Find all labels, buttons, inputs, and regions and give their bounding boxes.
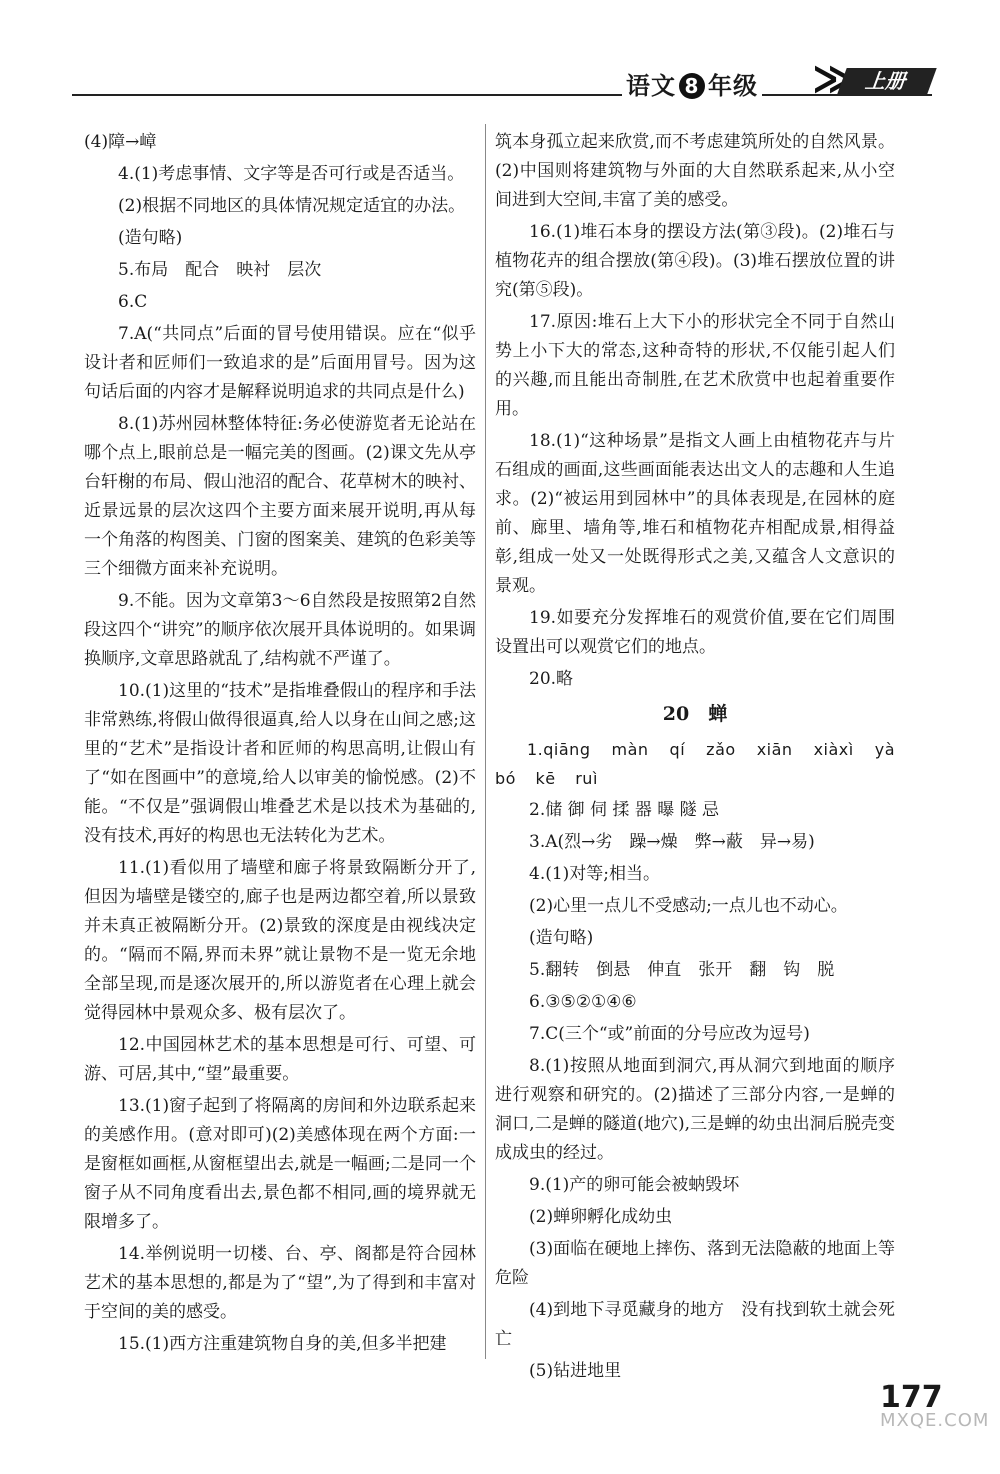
answer-paragraph: 5.翻转 倒悬 伸直 张开 翻 钩 脱 — [529, 960, 835, 980]
answer-paragraph: (2)蝉卵孵化成幼虫 — [529, 1207, 673, 1227]
answer-paragraph: 9.不能。因为文章第3～6自然段是按照第2自然段这四个“讲究”的顺序依次展开具体说明的。如果调换顺序,文章思路就乱了,结构就不严谨了。 — [84, 591, 476, 669]
grade-text: 年级 — [708, 72, 758, 100]
answer-paragraph: 4.(1)对等;相当。 — [529, 864, 661, 884]
answer-paragraph: (4)到地下寻觅藏身的地方 没有找到软土就会死亡 — [495, 1300, 895, 1349]
answer-paragraph: 4.(1)考虑事情、文字等是否可行或是否适当。 — [118, 164, 465, 184]
answer-paragraph: 10.(1)这里的“技术”是指堆叠假山的程序和手法非常熟练,将假山做得很逼真,给人以身在山间之感;这里的“艺术”是指设计者和匠师的构思高明,让假山有了“如在图画中”的意境,给人以审美的愉悦感。(2)不能。“不仅是”强调假山堆叠艺术是以技术为基础的,没有技术,再好的构思也无法转化为艺术。 — [84, 681, 476, 846]
chevron-double-icon: ≫ — [812, 56, 840, 102]
answer-paragraph: (2)心里一点儿不受感动;一点儿也不动心。 — [529, 896, 848, 916]
answer-paragraph: (5)钻进地里 — [529, 1361, 622, 1381]
answer-paragraph: 16.(1)堆石本身的摆设方法(第③段)。(2)堆石与植物花卉的组合摆放(第④段)。(3)堆石摆放位置的讲究(第⑤段)。 — [495, 222, 895, 300]
answer-paragraph: (4)障→嶂 — [84, 132, 157, 152]
answer-paragraph: 17.原因:堆石上大下小的形状完全不同于自然山势上小下大的常态,这种奇特的形状,不仅能引起人们的兴趣,而且能出奇制胜,在艺术欣赏中也起着重要作用。 — [495, 312, 895, 419]
answer-paragraph: 11.(1)看似用了墙壁和廊子将景致隔断分开了,但因为墙壁是镂空的,廊子也是两边都空着,所以景致并未真正被隔断分开。(2)景致的深度是由视线决定的。“隔而不隔,界而未界”就让景物不是一览无余地全部呈现,而是逐次展开的,所以游览者在心理上就会觉得园林中景观众多、极有层次了。 — [84, 858, 476, 1023]
answer-paragraph: 3.A(烈→劣 躁→燥 弊→蔽 异→易) — [529, 832, 815, 852]
answer-paragraph: 9.(1)产的卵可能会被蚋毁坏 — [529, 1175, 740, 1195]
section-title: 20 蝉 — [662, 703, 728, 725]
answer-paragraph: 6.③⑤②①④⑥ — [529, 992, 637, 1012]
answer-paragraph: (3)面临在硬地上摔伤、落到无法隐蔽的地面上等危险 — [495, 1239, 895, 1288]
grade-number-badge: 8 — [679, 73, 705, 99]
answer-paragraph: 筑本身孤立起来欣赏,而不考虑建筑所处的自然风景。(2)中国则将建筑物与外面的大自然联系起来,从小空间进到大空间,丰富了美的感受。 — [495, 132, 895, 210]
answer-paragraph: 13.(1)窗子起到了将隔离的房间和外边联系起来的美感作用。(意对即可)(2)美感体现在两个方面:一是窗框如画框,从窗框望出去,就是一幅画;二是同一个窗子从不同角度看出去,景色都不相同,画的境界就无限增多了。 — [84, 1096, 476, 1232]
volume-badge: 上册 — [837, 68, 936, 94]
answer-paragraph: 5.布局 配合 映衬 层次 — [118, 260, 322, 280]
answer-paragraph: 8.(1)苏州园林整体特征:务必使游览者无论站在哪个点上,眼前总是一幅完美的图画。(2)课文先从亭台轩榭的布局、假山池沼的配合、花草树木的映衬、近景远景的层次这四个主要方面来展开说明,再从每一个角落的构图美、门窗的图案美、建筑的色彩美等三个细微方面来补充说明。 — [84, 414, 476, 579]
left-column — [84, 128, 476, 1362]
answer-paragraph: 7.C(三个“或”前面的分号应改为逗号) — [529, 1024, 810, 1044]
answer-paragraph: 8.(1)按照从地面到洞穴,再从洞穴到地面的顺序进行观察和研究的。(2)描述了三部分内容,一是蝉的洞口,二是蝉的隧道(地穴),三是蝉的幼虫出洞后脱壳变成成虫的经过。 — [495, 1056, 895, 1163]
subject-text: 语文 — [626, 72, 676, 100]
answer-paragraph: 7.A(“共同点”后面的冒号使用错误。应在“似乎设计者和匠师们一致追求的是”后面用冒号。因为这句话后面的内容才是解释说明追求的共同点是什么) — [84, 324, 476, 402]
pinyin-answer: 1.qiāng màn qí zǎo xiān xiàxì yà bó kē ruì — [495, 740, 895, 788]
answer-paragraph: (造句略) — [118, 228, 183, 248]
right-column — [495, 128, 895, 1389]
answer-paragraph: (造句略) — [529, 928, 594, 948]
column-divider — [485, 124, 486, 1359]
answer-paragraph: 14.举例说明一切楼、台、亭、阁都是符合园林艺术的基本思想的,都是为了“望”,为了得到和丰富对于空间的美的感受。 — [84, 1244, 476, 1322]
answer-paragraph: (2)根据不同地区的具体情况规定适宜的办法。 — [118, 196, 466, 216]
answer-paragraph: 12.中国园林艺术的基本思想是可行、可望、可游、可居,其中,“望”最重要。 — [84, 1035, 476, 1084]
answer-paragraph: 20.略 — [529, 669, 574, 689]
header-rule — [72, 94, 932, 96]
answer-paragraph: 6.C — [118, 292, 148, 312]
answer-paragraph: 2.储 御 伺 揉 器 曝 隧 忌 — [529, 800, 720, 820]
page-header — [72, 56, 932, 104]
answer-paragraph: 18.(1)“这种场景”是指文人画上由植物花卉与片石组成的画面,这些画面能表达出文人的志趣和人生追求。(2)“被运用到园林中”的具体表现是,在园林的庭前、廊里、墙角等,堆石和植物花卉相配成景,相得益彰,组成一处又一处既得形式之美,又蕴含人文意识的景观。 — [495, 431, 895, 596]
subject-grade-label — [622, 66, 762, 101]
answer-paragraph: 15.(1)西方注重建筑物自身的美,但多半把建 — [118, 1334, 447, 1354]
page-number: 177 — [880, 1380, 943, 1415]
answer-paragraph: 19.如要充分发挥堆石的观赏价值,要在它们周围设置出可以观赏它们的地点。 — [495, 608, 895, 657]
watermark-text: MXQE.COM — [880, 1410, 990, 1431]
